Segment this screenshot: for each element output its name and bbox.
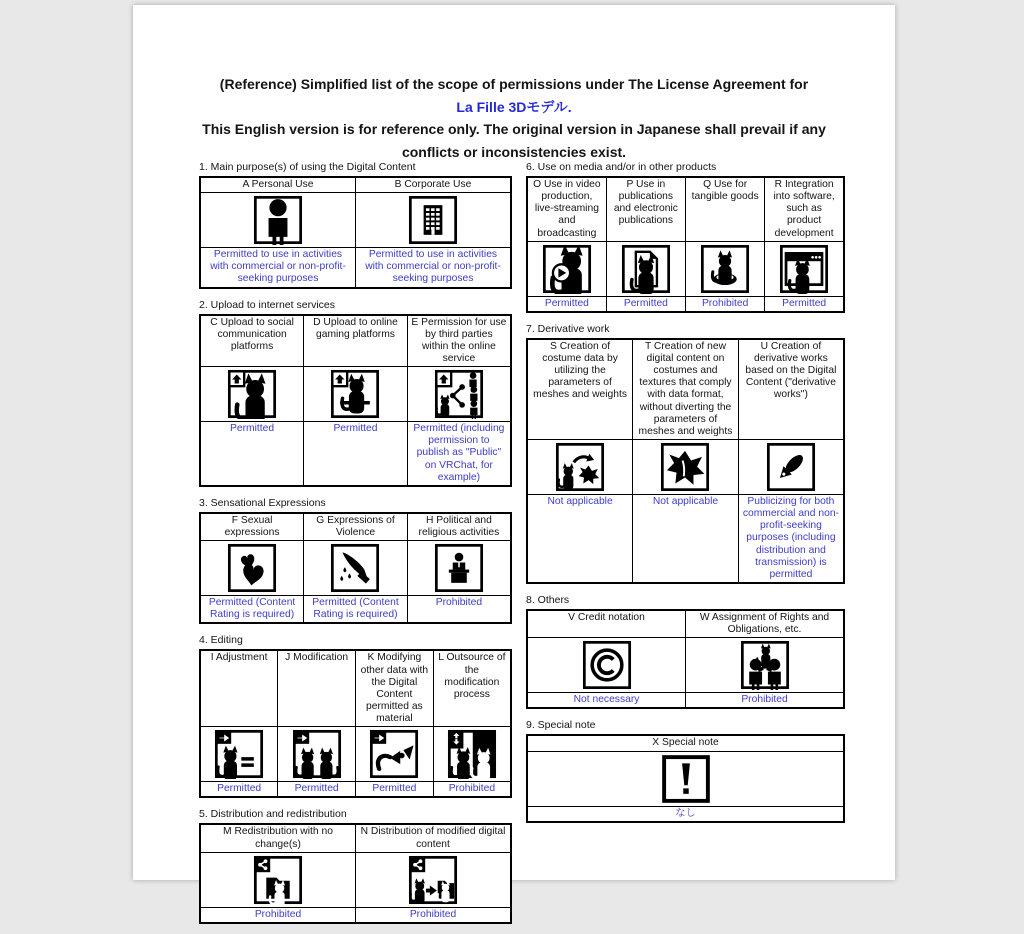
cell-header-G: G Expressions of Violence [304, 513, 408, 541]
cell-value-J: Permitted [278, 782, 356, 798]
cell-header-O: O Use in video production, live-streaming and broadcasting [527, 177, 606, 241]
cell-header-R: R Integration into software, such as product development [765, 177, 844, 241]
edit-bow-icon [369, 729, 419, 779]
edit-two-cats-icon [292, 729, 342, 779]
cell-icon-D [304, 367, 408, 422]
cell-icon-X [527, 751, 844, 806]
document-page [133, 5, 895, 920]
cell-icon-B [356, 193, 512, 248]
cell-header-S: S Creation of costume data by utilizing the parameters of meshes and weights [527, 339, 633, 440]
cell-icon-V [527, 638, 686, 693]
person-icon [253, 195, 303, 245]
pen-nib-icon [766, 442, 816, 492]
cell-header-W: W Assignment of Rights and Obligations, etc. [686, 610, 845, 638]
section-9 [526, 719, 845, 822]
title-line-2: This English version is for reference only. The original version in Japanese shall prevail if any conflicts or inconsistencies exist. [202, 121, 826, 161]
section-6 [526, 161, 845, 313]
cell-header-J: J Modification [278, 650, 356, 726]
left-column [199, 161, 512, 934]
cell-value-T: Not applicable [633, 494, 739, 582]
section-8 [526, 594, 845, 709]
cell-icon-I [200, 727, 278, 782]
section-label: 3. Sensational Expressions [199, 496, 326, 509]
title-line-1: (Reference) Simplified list of the scope of permissions under The License Agreement for [219, 76, 809, 92]
knife-icon [330, 543, 380, 593]
outsource-cats-icon [447, 729, 497, 779]
section-7 [526, 323, 845, 584]
cell-icon-C [200, 367, 304, 422]
costume-pieces-icon [660, 442, 710, 492]
cell-icon-L [433, 727, 511, 782]
rights-transfer-people-icon [740, 640, 790, 690]
video-cat-icon [542, 244, 592, 294]
section-label: 6. Use on media and/or in other products [526, 161, 717, 173]
exclamation-icon [661, 754, 711, 804]
cell-icon-F [200, 541, 304, 596]
cell-value-N: Prohibited [356, 907, 512, 923]
section-label: 7. Derivative work [526, 322, 610, 335]
document-cat-icon [621, 244, 671, 294]
cell-value-G: Permitted (Content Rating is required) [304, 596, 408, 624]
cell-value-D: Permitted [304, 422, 408, 486]
cell-icon-G [304, 541, 408, 596]
section-1 [199, 161, 512, 289]
cell-header-K: K Modifying other data with the Digital Content permitted as material [356, 650, 434, 726]
right-column [526, 161, 845, 833]
cell-header-E: E Permission for use by third parties within the online service [407, 315, 511, 367]
upload-cat-icon [227, 369, 277, 419]
permissions-table [199, 823, 512, 923]
cell-icon-E [407, 367, 511, 422]
cell-value-B: Permitted to use in activities with commercial or non-profit-seeking purposes [356, 248, 512, 288]
cell-header-Q: Q Use for tangible goods [686, 177, 765, 241]
cell-icon-H [407, 541, 511, 596]
section-label: 2. Upload to internet services [199, 298, 335, 311]
cell-value-P: Permitted [606, 296, 685, 312]
cell-icon-R [765, 241, 844, 296]
figurine-cat-icon [700, 244, 750, 294]
cell-header-H: H Political and religious activities [407, 513, 511, 541]
cell-value-V: Not necessary [527, 693, 686, 709]
cell-value-Q: Prohibited [686, 296, 765, 312]
section-label: 5. Distribution and redistribution [199, 808, 347, 821]
cell-header-N: N Distribution of modified digital content [356, 824, 512, 852]
cell-icon-W [686, 638, 845, 693]
cell-icon-T [633, 439, 739, 494]
cell-value-E: Permitted (including permission to publish as "Public" on VRChat, for example) [407, 422, 511, 486]
cell-icon-O [527, 241, 606, 296]
section-label: 8. Others [526, 593, 570, 606]
cell-value-A: Permitted to use in activities with commercial or non-profit-seeking purposes [200, 248, 356, 288]
software-window-cat-icon [779, 244, 829, 294]
permissions-table [526, 734, 845, 822]
cell-value-W: Prohibited [686, 693, 845, 709]
section-2 [199, 299, 512, 487]
cell-value-U: Publicizing for both commercial and non-profit-seeking purposes (including distribution and transmission) is permitted [738, 494, 844, 582]
cell-icon-K [356, 727, 434, 782]
cell-value-K: Permitted [356, 782, 434, 798]
permissions-table [199, 512, 512, 625]
cell-value-H: Prohibited [407, 596, 511, 624]
cell-header-T: T Creation of new digital content on costumes and textures that comply with data format, without diverting the parameters of meshes and weights [633, 339, 739, 440]
section-label: 4. Editing [199, 634, 243, 647]
cell-header-C: C Upload to social communication platforms [200, 315, 304, 367]
permissions-table [199, 649, 512, 798]
copyright-icon [582, 640, 632, 690]
cell-value-M: Prohibited [200, 907, 356, 923]
podium-speaker-icon [434, 543, 484, 593]
cell-value-L: Prohibited [433, 782, 511, 798]
document-title [133, 73, 895, 164]
upload-gaming-cat-icon [330, 369, 380, 419]
cell-header-A: A Personal Use [200, 177, 356, 193]
cell-header-V: V Credit notation [527, 610, 686, 638]
cell-header-D: D Upload to online gaming platforms [304, 315, 408, 367]
cell-icon-J [278, 727, 356, 782]
cell-icon-A [200, 193, 356, 248]
cell-value-R: Permitted [765, 296, 844, 312]
cell-value-F: Permitted (Content Rating is required) [200, 596, 304, 624]
cell-value-I: Permitted [200, 782, 278, 798]
cell-header-P: P Use in publications and electronic publications [606, 177, 685, 241]
building-icon [408, 195, 458, 245]
permissions-table [526, 176, 845, 313]
cell-value-S: Not applicable [527, 494, 633, 582]
cell-icon-Q [686, 241, 765, 296]
upload-share-users-icon [434, 369, 484, 419]
section-4 [199, 634, 512, 798]
cell-icon-U [738, 439, 844, 494]
cell-header-F: F Sexual expressions [200, 513, 304, 541]
cell-header-B: B Corporate Use [356, 177, 512, 193]
cell-header-I: I Adjustment [200, 650, 278, 726]
section-label: 1. Main purpose(s) of using the Digital Content [199, 161, 416, 173]
cell-value-X: なし [527, 806, 844, 822]
permissions-table [526, 609, 845, 709]
permissions-table [526, 338, 845, 584]
cell-icon-S [527, 439, 633, 494]
costume-recycle-cat-icon [555, 442, 605, 492]
cell-icon-P [606, 241, 685, 296]
permissions-table [199, 314, 512, 487]
section-label: 9. Special note [526, 719, 596, 732]
edit-cat-equals-icon [214, 729, 264, 779]
permissions-table [199, 176, 512, 289]
cell-value-O: Permitted [527, 296, 606, 312]
section-5 [199, 808, 512, 923]
section-3 [199, 497, 512, 625]
cell-header-U: U Creation of derivative works based on the Digital Content ("derivative works") [738, 339, 844, 440]
title-product-name: La Fille 3Dモデル. [456, 98, 572, 115]
cell-header-M: M Redistribution with no change(s) [200, 824, 356, 852]
cell-header-X: X Special note [527, 735, 844, 751]
hearts-icon [227, 543, 277, 593]
cell-value-C: Permitted [200, 422, 304, 486]
cell-header-L: L Outsource of the modification process [433, 650, 511, 726]
